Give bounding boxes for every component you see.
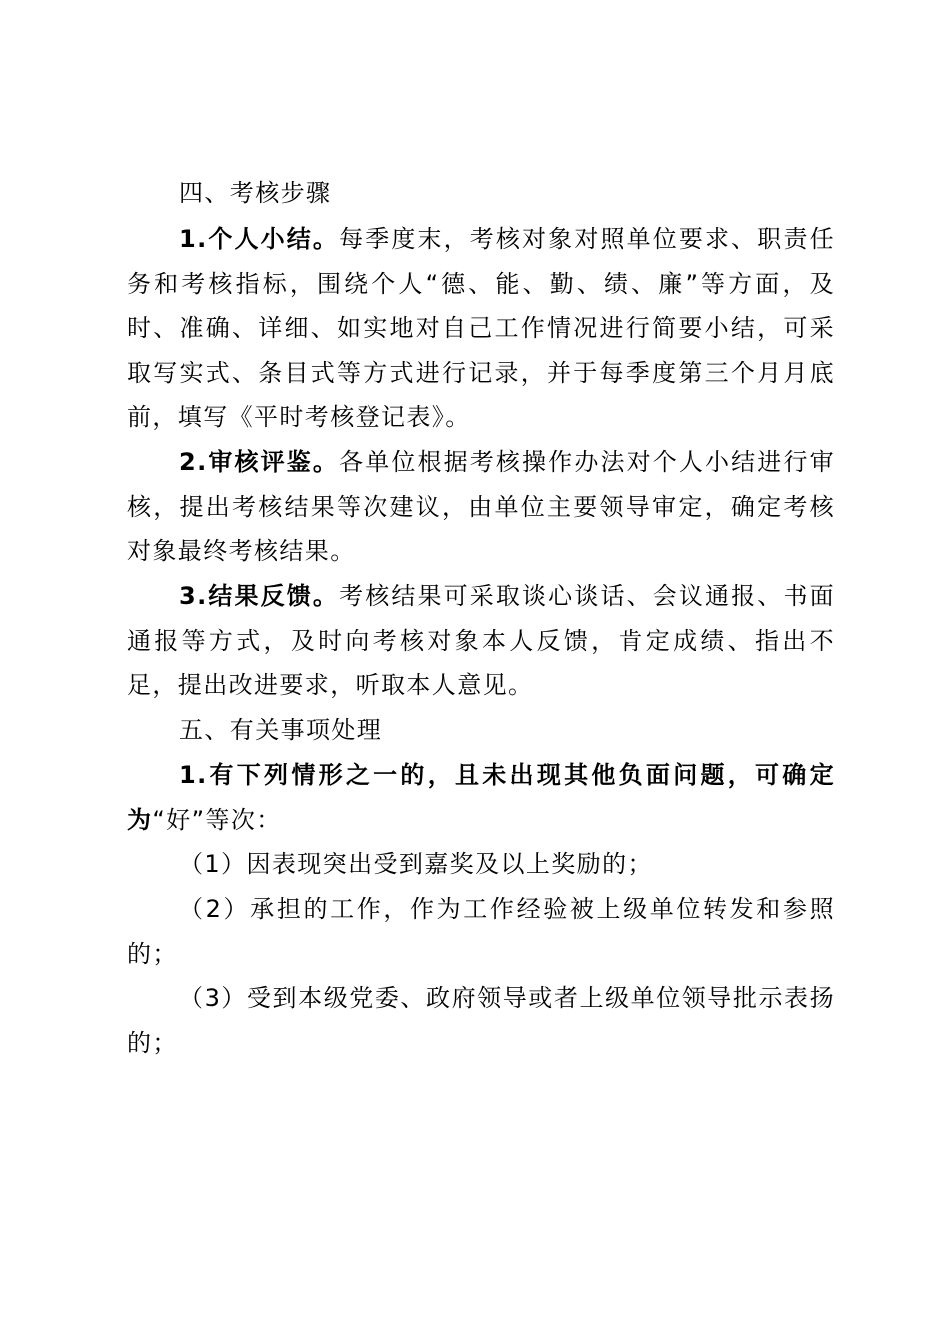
case-1-paragraph: （1）因表现突出受到嘉奖及以上奖励的；	[179, 850, 653, 878]
case-2-paragraph: （2）承担的工作，作为工作经验被上级单位转发和参照的；	[127, 895, 835, 968]
step-3-lead: 3.结果反馈。	[179, 582, 340, 610]
step-2-lead: 2.审核评鉴。	[179, 448, 340, 476]
case-3-paragraph: （3）受到本级党委、政府领导或者上级单位领导批示表扬的；	[127, 984, 835, 1057]
step-2-paragraph	[127, 440, 835, 574]
step-1-text: 每季度末，考核对象对照单位要求、职责任务和考核指标，围绕个人“德、能、勤、绩、廉”等方面，及时、准确、详细、如实地对自己工作情况进行简要小结，可采取写实式、条目式等方式进行记录，并于每季度第三个月月底前，填写《平时考核登记表》。	[127, 225, 835, 431]
rule-1-lead: 1.有下列情形之一的，且未出现其他负面问题，可确定为	[127, 761, 835, 834]
step-2-text: 各单位根据考核操作办法对个人小结进行审核，提出考核结果等次建议，由单位主要领导审定，确定考核对象最终考核结果。	[127, 448, 835, 565]
step-3-text: 考核结果可采取谈心谈话、会议通报、书面通报等方式，及时向考核对象本人反馈，肯定成绩、指出不足，提出改进要求，听取本人意见。	[127, 582, 835, 699]
rule-1-tail: “好”等次：	[152, 805, 282, 834]
step-1-paragraph	[127, 217, 835, 440]
section-5-heading: 五、有关事项处理	[179, 716, 383, 744]
step-3-paragraph	[127, 574, 835, 708]
rule-1-paragraph	[127, 753, 835, 842]
section-4-heading: 四、考核步骤	[179, 179, 332, 207]
step-1-lead: 1.个人小结。	[179, 225, 340, 253]
